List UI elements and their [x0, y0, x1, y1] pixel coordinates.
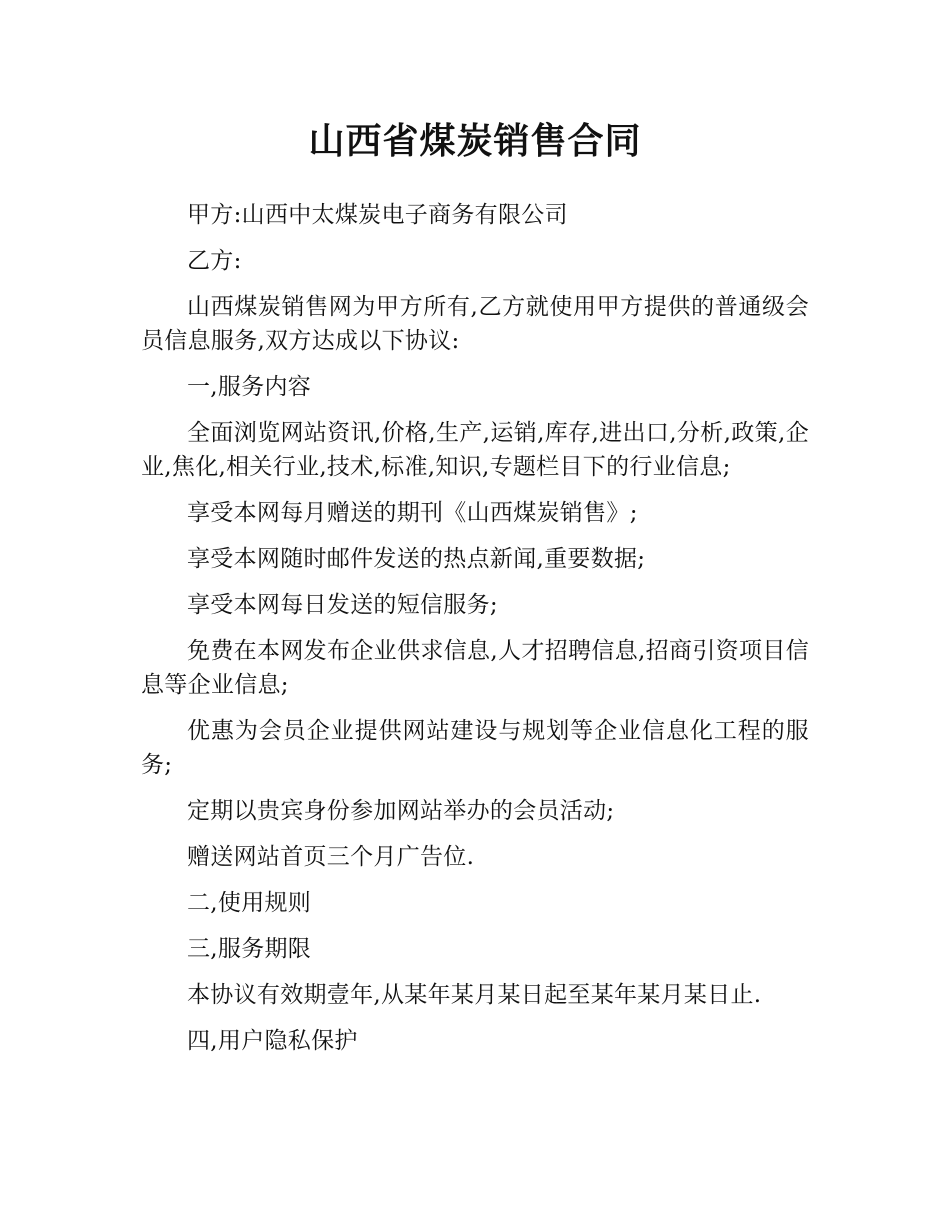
document-body	[141, 198, 809, 1070]
section-heading-privacy: 四,用户隐私保护	[187, 1028, 358, 1054]
document-title: 山西省煤炭销售合同	[308, 121, 642, 162]
service-item-email-news: 享受本网随时邮件发送的热点新闻,重要数据;	[187, 546, 646, 572]
service-item-publish-info: 免费在本网发布企业供求信息,人才招聘信息,招商引资项目信息等企业信息;	[141, 638, 809, 698]
service-item-browse: 全面浏览网站资讯,价格,生产,运销,库存,进出口,分析,政策,企业,焦化,相关行业,技术,标准,知识,专题栏目下的行业信息;	[141, 420, 809, 480]
party-b-line: 乙方:	[187, 248, 242, 274]
party-a-line: 甲方:山西中太煤炭电子商务有限公司	[187, 202, 568, 228]
section-heading-usage-rules: 二,使用规则	[187, 890, 312, 916]
service-item-member-events: 定期以贵宾身份参加网站举办的会员活动;	[187, 798, 615, 824]
section-heading-service-content: 一,服务内容	[187, 374, 312, 400]
service-item-sms: 享受本网每日发送的短信服务;	[187, 592, 498, 618]
service-item-ad-space: 赠送网站首页三个月广告位.	[187, 844, 475, 870]
service-term-text: 本协议有效期壹年,从某年某月某日起至某年某月某日止.	[187, 982, 762, 1008]
section-heading-service-term: 三,服务期限	[187, 936, 312, 962]
service-item-website-building: 优惠为会员企业提供网站建设与规划等企业信息化工程的服务;	[141, 718, 809, 778]
service-item-journal: 享受本网每月赠送的期刊《山西煤炭销售》;	[187, 500, 638, 526]
agreement-preamble: 山西煤炭销售网为甲方所有,乙方就使用甲方提供的普通级会员信息服务,双方达成以下协议:	[141, 294, 809, 354]
